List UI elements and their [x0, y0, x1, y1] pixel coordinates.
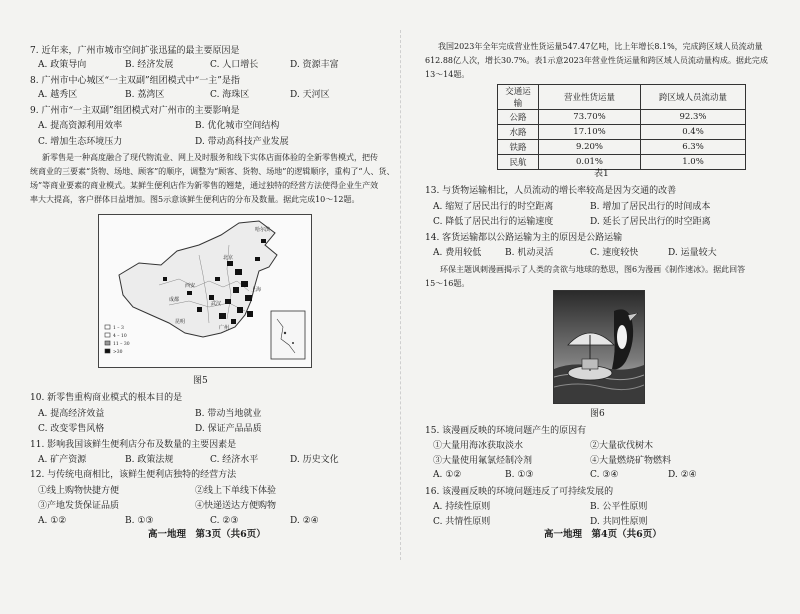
q7-stem: 7. 近年来，广州市城市空间扩张迅猛的最主要原因是 [30, 46, 240, 56]
table-cell: 1.0% [641, 155, 746, 170]
q15-statement: ④大量燃烧矿物燃料 [590, 456, 672, 466]
q12-option-b[interactable]: B. ①③ [125, 516, 154, 526]
table-row [498, 125, 746, 140]
q15-statement: ③大量使用氟氯烃制冷剂 [433, 456, 533, 466]
environment-cartoon [553, 290, 645, 404]
map-legend-label: 1 – 3 [113, 326, 124, 331]
table-header-row [498, 85, 746, 110]
q13-option-a[interactable]: A. 缩短了居民出行的时空距离 [433, 202, 554, 212]
q11-option-c[interactable]: C. 经济水平 [210, 455, 259, 465]
transport-intro-line: 13～14题。 [425, 70, 470, 79]
q14-option-c[interactable]: C. 速度较快 [590, 248, 639, 258]
q9-option-a[interactable]: A. 提高资源利用效率 [38, 121, 123, 131]
table-header-cell: 交通运输 [498, 85, 539, 110]
q10-stem: 10. 新零售重构商业模式的根本目的是 [30, 393, 183, 403]
q12-option-d[interactable]: D. ②④ [290, 516, 319, 526]
cartoon-intro-line: 环保主题讽刺漫画揭示了人类的贪欲与地球的愁思，图6为漫画《制作速冰》。据此回答 [440, 265, 746, 274]
q15-option-c[interactable]: C. ③④ [590, 470, 619, 480]
q9-option-c[interactable]: C. 增加生态环境压力 [38, 137, 123, 147]
table-cell: 92.3% [641, 110, 746, 125]
map-legend-label: >30 [113, 350, 123, 355]
table-header-cell: 跨区域人员流动量 [641, 85, 746, 110]
q8-option-a[interactable]: A. 越秀区 [38, 90, 78, 100]
map-city-label: 北京 [223, 255, 234, 261]
q11-option-a[interactable]: A. 矿产资源 [38, 455, 87, 465]
q16-option-a[interactable]: A. 持续性原则 [433, 502, 491, 512]
cartoon-intro-line: 15～16题。 [425, 279, 470, 288]
q7-option-b[interactable]: B. 经济发展 [125, 60, 174, 70]
q10-option-a[interactable]: A. 提高经济效益 [38, 409, 105, 419]
q10-option-b[interactable]: B. 带动当地就业 [195, 409, 262, 419]
q15-stem: 15. 该漫画反映的环境问题产生的原因有 [425, 426, 587, 436]
figure-6-caption: 图6 [590, 409, 605, 419]
q13-option-c[interactable]: C. 降低了居民出行的运输速度 [433, 217, 554, 227]
q16-stem: 16. 该漫画反映的环境问题违反了可持续发展的 [425, 487, 614, 497]
table-row [498, 110, 746, 125]
q15-option-d[interactable]: D. ②④ [668, 470, 697, 480]
transport-intro-line: 我国2023年全年完成营业性货运量547.47亿吨，比上年增长8.1%，完成跨区域人员流动量 [438, 42, 763, 51]
q11-option-b[interactable]: B. 政策法规 [125, 455, 174, 465]
q12-stem: 12. 与传统电商相比，该鲜生便利店独特的经营方法 [30, 470, 237, 480]
q14-option-d[interactable]: D. 运量较大 [668, 248, 717, 258]
page-3-footer: 高一地理 第3页（共6页） [148, 529, 266, 540]
q14-stem: 14. 客货运输都以公路运输为主的原因是公路运输 [425, 233, 623, 243]
table-cell: 水路 [498, 125, 539, 140]
q12-statement: ④快递送达方便购物 [195, 501, 277, 511]
china-store-map [98, 214, 312, 368]
map-city-label: 哈尔滨 [255, 227, 271, 233]
transport-share-table [497, 84, 746, 170]
q12-statement: ①线上购物快捷方便 [38, 486, 120, 496]
q13-stem: 13. 与货物运输相比，人员流动的增长率较高是因为交通的改善 [425, 186, 677, 196]
table-row [498, 155, 746, 170]
passage-line: 统商业的三要素“货物、场地、顾客”的顺序，调整为“顾客、货物、场地”的逻辑顺序，重构了“人、货、 [30, 167, 395, 176]
q16-option-c[interactable]: C. 共情性原则 [433, 517, 491, 527]
q9-option-d[interactable]: D. 带动高科技产业发展 [195, 137, 289, 147]
q11-option-d[interactable]: D. 历史文化 [290, 455, 339, 465]
map-city-label: 昆明 [175, 319, 186, 325]
q14-option-a[interactable]: A. 费用较低 [433, 248, 482, 258]
cartoon-drawing [554, 291, 644, 403]
china-outline-svg [99, 215, 311, 367]
q9-stem: 9. 广州市“一主双副”组团模式对广州市的主要影响是 [30, 106, 240, 116]
q16-option-b[interactable]: B. 公平性原则 [590, 502, 648, 512]
q7-option-d[interactable]: D. 资源丰富 [290, 60, 339, 70]
map-city-label: 成都 [169, 297, 180, 303]
q13-option-d[interactable]: D. 延长了居民出行的时空距离 [590, 217, 711, 227]
q10-option-d[interactable]: D. 保证产品品质 [195, 424, 262, 434]
q15-statement: ①大量用海冰获取淡水 [433, 441, 524, 451]
q8-option-d[interactable]: D. 天河区 [290, 90, 330, 100]
table-header-cell: 营业性货运量 [539, 85, 641, 110]
table-cell: 铁路 [498, 140, 539, 155]
transport-intro-line: 612.88亿人次，增长30.7%。表1示意2023年营业性货运量和跨区域人员流动量构成。据此完成 [425, 56, 768, 65]
q12-option-c[interactable]: C. ②③ [210, 516, 239, 526]
map-city-label: 上海 [251, 287, 262, 293]
table-cell: 73.70% [539, 110, 641, 125]
q12-statement: ②线上下单线下体验 [195, 486, 277, 496]
table-cell: 民航 [498, 155, 539, 170]
table-1-caption: 表1 [594, 169, 609, 179]
q8-stem: 8. 广州市中心城区“一主双副”组团模式中“一主”是指 [30, 76, 240, 86]
q8-option-c[interactable]: C. 海珠区 [210, 90, 250, 100]
q7-option-c[interactable]: C. 人口增长 [210, 60, 259, 70]
table-cell: 6.3% [641, 140, 746, 155]
passage-line: 率大大提高，客户群体日益增加。图5示意该鲜生便利店的分布及数量。据此完成10～12题。 [30, 195, 360, 204]
q15-option-b[interactable]: B. ①③ [505, 470, 534, 480]
table-cell: 9.20% [539, 140, 641, 155]
q10-option-c[interactable]: C. 改变零售风格 [38, 424, 105, 434]
page-4-footer: 高一地理 第4页（共6页） [544, 529, 662, 540]
table-cell: 0.4% [641, 125, 746, 140]
passage-line: 新零售是一种高度融合了现代物流业、网上及时服务和线下实体店面体验的全新零售模式，把传 [42, 153, 378, 162]
q15-option-a[interactable]: A. ①② [433, 470, 462, 480]
map-city-label: 西安 [185, 283, 196, 289]
q12-statement: ③产地发货保证品质 [38, 501, 120, 511]
map-city-label: 广州 [219, 325, 230, 331]
q12-option-a[interactable]: A. ①② [38, 516, 67, 526]
q14-option-b[interactable]: B. 机动灵活 [505, 248, 554, 258]
map-city-label: 武汉 [211, 301, 222, 307]
q15-statement: ②大量砍伐树木 [590, 441, 654, 451]
q9-option-b[interactable]: B. 优化城市空间结构 [195, 121, 280, 131]
table-cell: 公路 [498, 110, 539, 125]
map-legend-label: 4 – 10 [113, 334, 127, 339]
map-legend-label: 11 – 30 [113, 342, 130, 347]
q7-option-a[interactable]: A. 政策导向 [38, 60, 87, 70]
q11-stem: 11. 影响我国该鲜生便利店分布及数量的主要因素是 [30, 440, 237, 450]
figure-5-caption: 图5 [193, 376, 208, 386]
table-cell: 0.01% [539, 155, 641, 170]
passage-line: 场”等商业要素的商业模式。某鲜生便利店作为新零售的翘楚，通过独特的经营方法使得企业生产效 [30, 181, 379, 190]
table-row [498, 140, 746, 155]
q8-option-b[interactable]: B. 荔湾区 [125, 90, 165, 100]
q16-option-d[interactable]: D. 共同性原则 [590, 517, 648, 527]
q13-option-b[interactable]: B. 增加了居民出行的时间成本 [590, 202, 711, 212]
table-cell: 17.10% [539, 125, 641, 140]
